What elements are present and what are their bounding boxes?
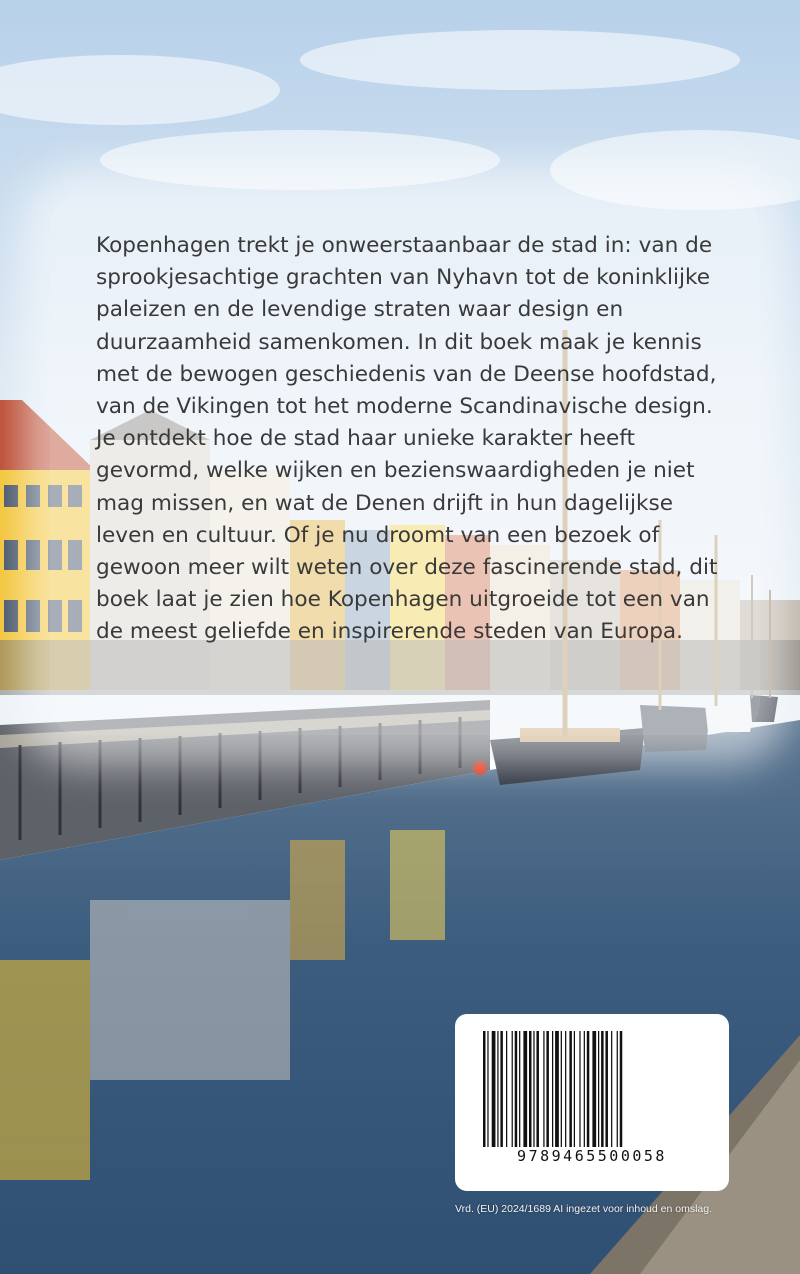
barcode-bar [512,1031,513,1147]
barcode-bar [506,1031,507,1147]
barcode-bar [487,1031,488,1147]
barcode-bar [536,1031,539,1147]
barcode-bar [523,1031,527,1147]
barcode-bar [601,1031,604,1147]
barcode-bar [574,1031,575,1147]
barcode-bar [561,1031,562,1147]
barcode-bar [579,1031,580,1147]
barcode-bar [598,1031,599,1147]
barcode-bar [569,1031,572,1147]
barcode-bar [565,1031,566,1147]
barcode-bar [543,1031,544,1147]
barcode-bar [617,1031,618,1147]
barcode-bars [483,1031,705,1147]
barcode-bar [592,1031,596,1147]
barcode-bar [620,1031,623,1147]
barcode-bar [555,1031,559,1147]
barcode-bar [552,1031,553,1147]
ai-legal-notice: Vrd. (EU) 2024/1689 AI ingezet voor inhoud en omslag. [455,1203,713,1215]
barcode-bar [492,1031,496,1147]
barcode-bar [605,1031,608,1147]
book-blurb: Kopenhagen trekt je onweerstaanbaar de stad in: van de sprookjesachtige grachten van Nyhavn tot de koninklijke paleizen en de levendige straten waar design en duurzaamheid samenkomen. In dit boek maak je kennis met de bewogen geschiedenis van de Deense hoofdstad, van de Vikingen tot het moderne Scandinavische design. Je ontdekt hoe de stad haar unieke karakter heeft gevormd, welke wijken en bezienswaardigheden je niet mag missen, en wat de Denen drijft in hun dagelijkse leven en cultuur. Of je nu droomt van een bezoek of gewoon meer wilt weten over deze fascinerende stad, dit boek laat je zien hoe Kopenhagen uitgroeide tot een van de meest geliefde en inspirerende steden van Europa. [96,233,718,645]
barcode-bar [533,1031,534,1147]
isbn-number: 9789465500058 [517,1147,667,1165]
barcode-bar [500,1031,503,1147]
barcode-bar [546,1031,549,1147]
barcode-bar [611,1031,612,1147]
barcode-bar [519,1031,520,1147]
barcode-bar [587,1031,590,1147]
barcode-bar [497,1031,498,1147]
barcode-bar [483,1031,486,1147]
isbn-barcode-label [455,1014,729,1191]
barcode-bar [584,1031,585,1147]
barcode-bar [529,1031,532,1147]
barcode-bar [515,1031,518,1147]
